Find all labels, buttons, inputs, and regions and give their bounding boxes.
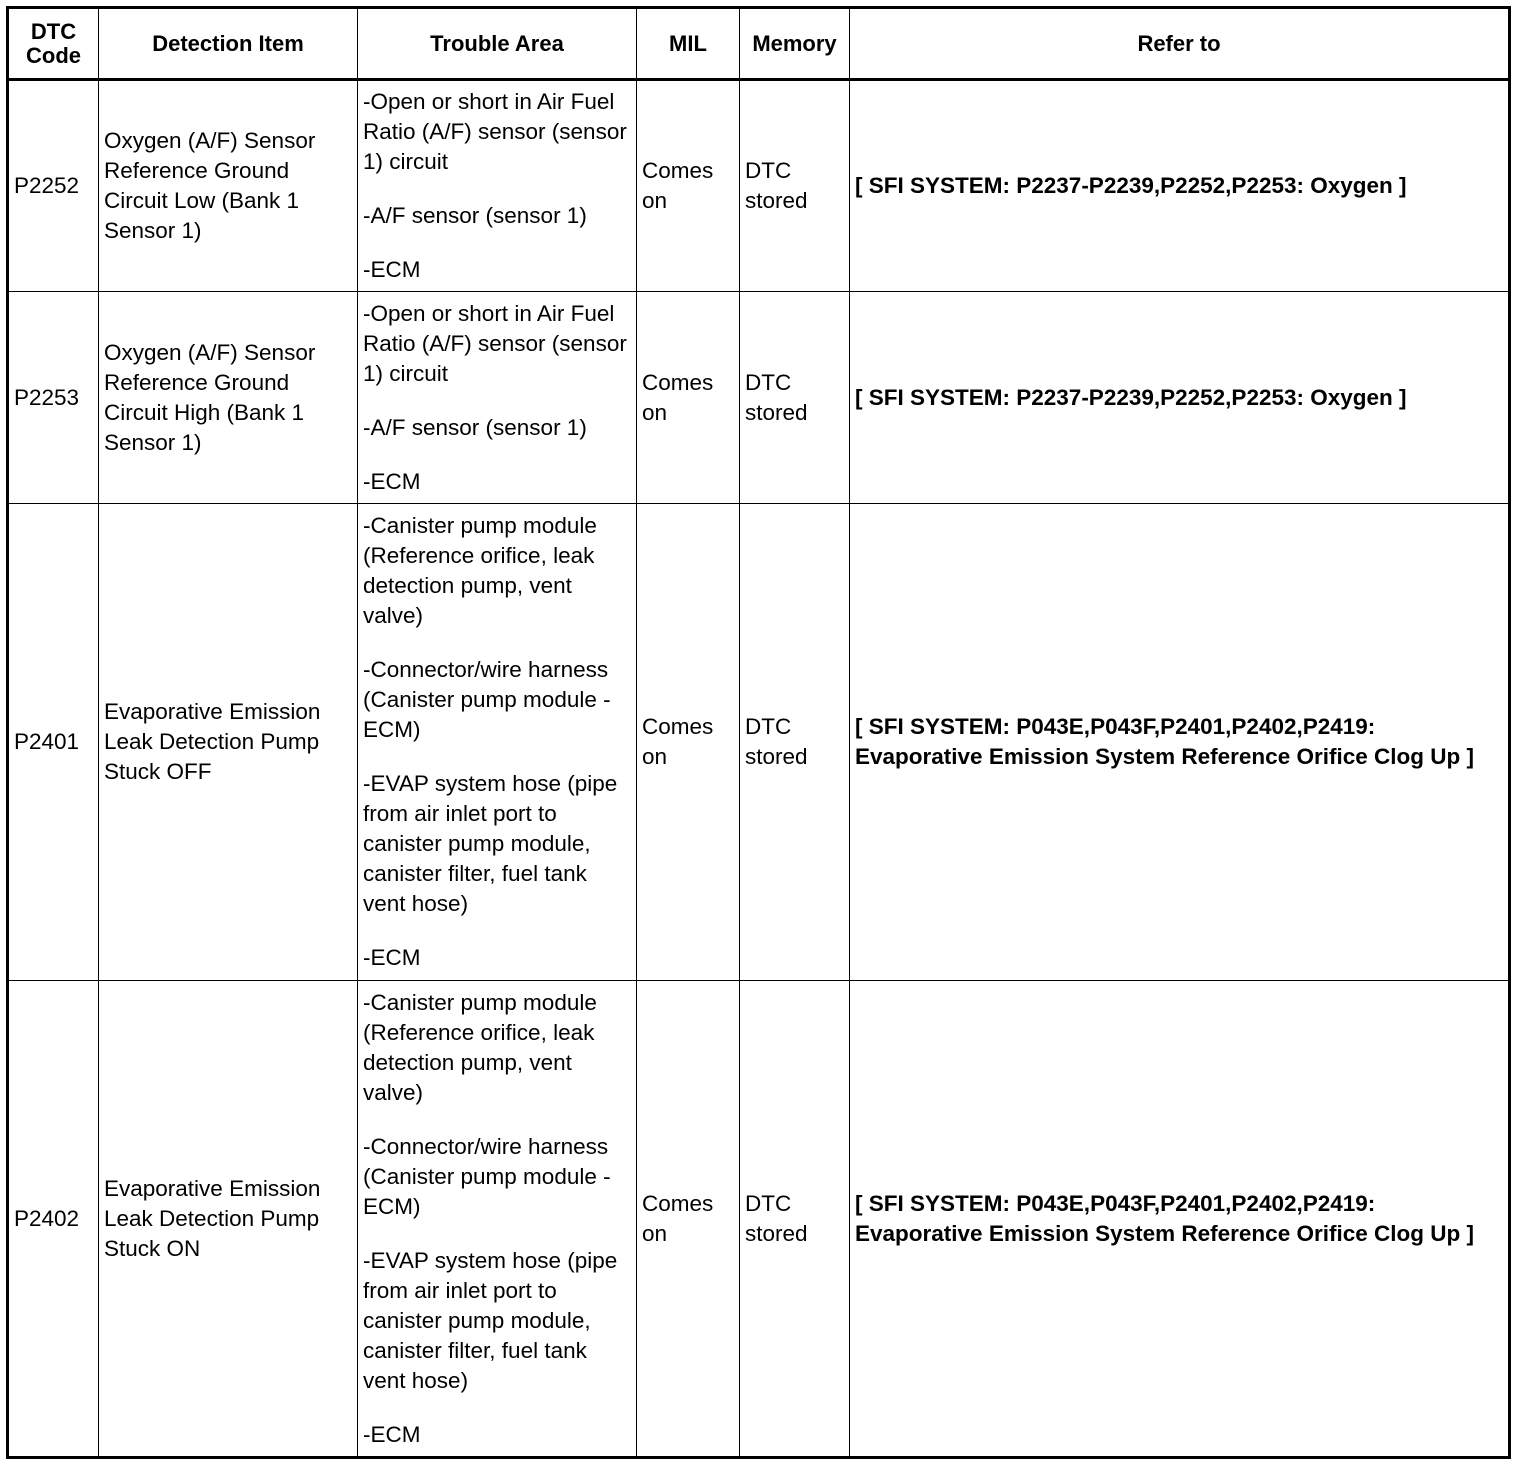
mil-cell: Comes on: [637, 981, 740, 1458]
table-row: [8, 504, 1510, 981]
trouble-area-cell: [358, 292, 637, 504]
trouble-area-item: -A/F sensor (sensor 1): [363, 414, 587, 440]
mil-cell: Comes on: [637, 80, 740, 292]
header-refer-to: Refer to: [850, 8, 1510, 80]
trouble-area-item: -ECM: [363, 257, 421, 282]
mil-cell: Comes on: [637, 292, 740, 504]
table-row: [8, 981, 1510, 1458]
memory-cell: DTC stored: [740, 292, 850, 504]
detection-item-cell: Evaporative Emission Leak Detection Pump Stuck ON: [99, 981, 358, 1458]
header-row: [8, 8, 1510, 80]
table-row: [8, 292, 1510, 504]
trouble-area-item: -Connector/wire harness (Canister pump module - ECM): [363, 1133, 611, 1219]
refer-to-link[interactable]: [ SFI SYSTEM: P2237-P2239,P2252,P2253: Oxygen ]: [850, 80, 1510, 292]
trouble-area-item: -Canister pump module (Reference orifice, leak detection pump, vent valve): [363, 989, 597, 1105]
trouble-area-item: -EVAP system hose (pipe from air inlet port to canister pump module, canister filter, fuel tank vent hose): [363, 771, 618, 916]
refer-to-link[interactable]: [ SFI SYSTEM: P043E,P043F,P2401,P2402,P2419: Evaporative Emission System Reference Orifice Clog Up ]: [850, 504, 1510, 981]
dtc-table: [6, 6, 1511, 1459]
trouble-area-item: -EVAP system hose (pipe from air inlet port to canister pump module, canister filter, fuel tank vent hose): [363, 1247, 618, 1393]
header-mil: MIL: [637, 8, 740, 80]
table-row: [8, 80, 1510, 292]
header-trouble-area: Trouble Area: [358, 8, 637, 80]
trouble-area-item: -Open or short in Air Fuel Ratio (A/F) sensor (sensor 1) circuit: [363, 89, 627, 174]
trouble-area-item: -Open or short in Air Fuel Ratio (A/F) sensor (sensor 1) circuit: [363, 300, 627, 386]
header-detection-item: Detection Item: [99, 8, 358, 80]
trouble-area-item: -A/F sensor (sensor 1): [363, 203, 587, 228]
dtc-code-cell: P2402: [8, 981, 99, 1458]
detection-item-cell: Oxygen (A/F) Sensor Reference Ground Circuit Low (Bank 1 Sensor 1): [99, 80, 358, 292]
trouble-area-item: -Canister pump module (Reference orifice, leak detection pump, vent valve): [363, 513, 597, 628]
trouble-area-item: -ECM: [363, 1421, 421, 1447]
dtc-code-cell: P2401: [8, 504, 99, 981]
trouble-area-item: -ECM: [363, 468, 421, 494]
memory-cell: DTC stored: [740, 981, 850, 1458]
trouble-area-item: -Connector/wire harness (Canister pump module - ECM): [363, 657, 611, 742]
dtc-code-cell: P2252: [8, 80, 99, 292]
dtc-code-cell: P2253: [8, 292, 99, 504]
trouble-area-cell: [358, 981, 637, 1458]
trouble-area-cell: [358, 504, 637, 981]
mil-cell: Comes on: [637, 504, 740, 981]
trouble-area-cell: [358, 80, 637, 292]
refer-to-link[interactable]: [ SFI SYSTEM: P2237-P2239,P2252,P2253: Oxygen ]: [850, 292, 1510, 504]
memory-cell: DTC stored: [740, 504, 850, 981]
trouble-area-item: -ECM: [363, 945, 421, 970]
refer-to-link[interactable]: [ SFI SYSTEM: P043E,P043F,P2401,P2402,P2419: Evaporative Emission System Reference Orifice Clog Up ]: [850, 981, 1510, 1458]
memory-cell: DTC stored: [740, 80, 850, 292]
header-dtc-code: DTC Code: [8, 8, 99, 80]
detection-item-cell: Oxygen (A/F) Sensor Reference Ground Circuit High (Bank 1 Sensor 1): [99, 292, 358, 504]
header-memory: Memory: [740, 8, 850, 80]
detection-item-cell: Evaporative Emission Leak Detection Pump Stuck OFF: [99, 504, 358, 981]
